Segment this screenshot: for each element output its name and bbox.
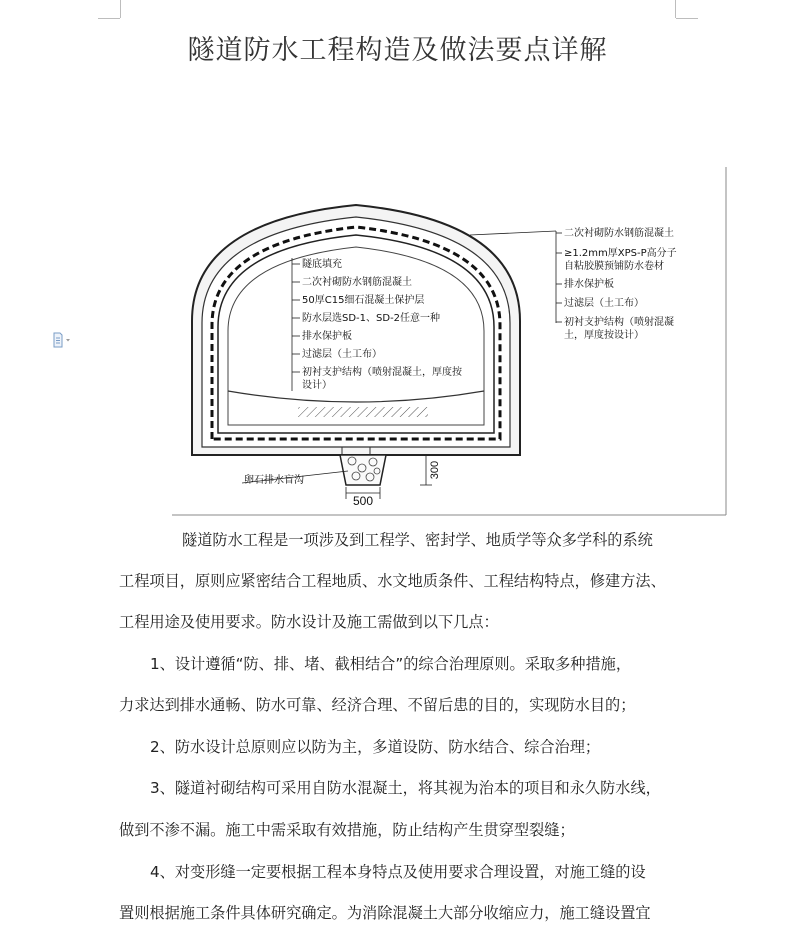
right-label-secondary-lining: 二次衬砌防水钢筋混凝土 bbox=[564, 228, 674, 239]
left-label-secondary-lining: 二次衬砌防水钢筋混凝土 bbox=[302, 277, 412, 288]
left-label-protective-layer: 50厚C15细石混凝土保护层 bbox=[302, 295, 425, 306]
body-line: 工程用途及使用要求。防水设计及施工需做到以下几点： bbox=[119, 613, 499, 631]
body-line: 3、隧道衬砌结构可采用自防水混凝土，将其视为治本的项目和永久防水线， bbox=[150, 779, 661, 797]
right-label-membrane: ≥1.2mm厚XPS-P高分子 bbox=[564, 248, 677, 259]
body-line: 隧道防水工程是一项涉及到工程学、密封学、地质学等众多学科的系统 bbox=[182, 531, 653, 549]
crop-mark-top-right-vertical bbox=[675, 0, 676, 18]
body-line: 置则根据施工条件具体研究确定。为消除混凝土大部分收缩应力，施工缝设置宜 bbox=[119, 904, 651, 922]
tunnel-section-figure bbox=[170, 163, 730, 518]
crop-mark-top-right-horizontal bbox=[676, 18, 698, 19]
drain-label: 卵石排水盲沟 bbox=[244, 475, 304, 486]
body-line: 力求达到排水通畅、防水可靠、经济合理、不留后患的目的，实现防水目的； bbox=[119, 696, 636, 714]
left-label-fill: 隧底填充 bbox=[302, 259, 342, 270]
dimension-width: 500 bbox=[352, 494, 374, 508]
right-label-membrane-cont: 自粘胶膜预铺防水卷材 bbox=[564, 261, 664, 272]
right-label-filter-layer: 过滤层（土工布） bbox=[564, 298, 644, 309]
crop-mark-top-left-vertical bbox=[120, 0, 121, 18]
body-line: 1、设计遵循“防、排、堵、截相结合”的综合治理原则。采取多种措施， bbox=[150, 655, 632, 673]
right-label-initial-support-cont: 土，厚度按设计） bbox=[564, 330, 644, 341]
document-title: 隧道防水工程构造及做法要点详解 bbox=[187, 35, 608, 66]
right-label-initial-support: 初衬支护结构（喷射混凝 bbox=[564, 317, 674, 328]
body-line: 做到不渗不漏。施工中需采取有效措施，防止结构产生贯穿型裂缝； bbox=[119, 821, 575, 839]
right-label-drain-board: 排水保护板 bbox=[564, 279, 614, 290]
left-label-drain-board: 排水保护板 bbox=[302, 331, 352, 342]
gravel-drain-ditch bbox=[340, 455, 386, 485]
document-paragraph-icon[interactable] bbox=[52, 332, 74, 350]
left-label-filter-layer: 过滤层（土工布） bbox=[302, 349, 382, 360]
left-label-initial-support-cont: 设计） bbox=[302, 380, 332, 391]
body-line: 4、对变形缝一定要根据工程本身特点及使用要求合理设置，对施工缝的设 bbox=[150, 863, 646, 881]
crop-mark-top-left-horizontal bbox=[98, 18, 120, 19]
body-line: 工程项目，原则应紧密结合工程地质、水文地质条件、工程结构特点，修建方法、 bbox=[119, 572, 666, 590]
left-label-waterproof-layer: 防水层选SD-1、SD-2任意一种 bbox=[302, 313, 441, 324]
dimension-depth: 300 bbox=[429, 460, 441, 480]
left-label-initial-support: 初衬支护结构（喷射混凝土，厚度按 bbox=[302, 367, 462, 378]
body-line: 2、防水设计总原则应以防为主，多道设防、防水结合、综合治理； bbox=[150, 738, 601, 756]
